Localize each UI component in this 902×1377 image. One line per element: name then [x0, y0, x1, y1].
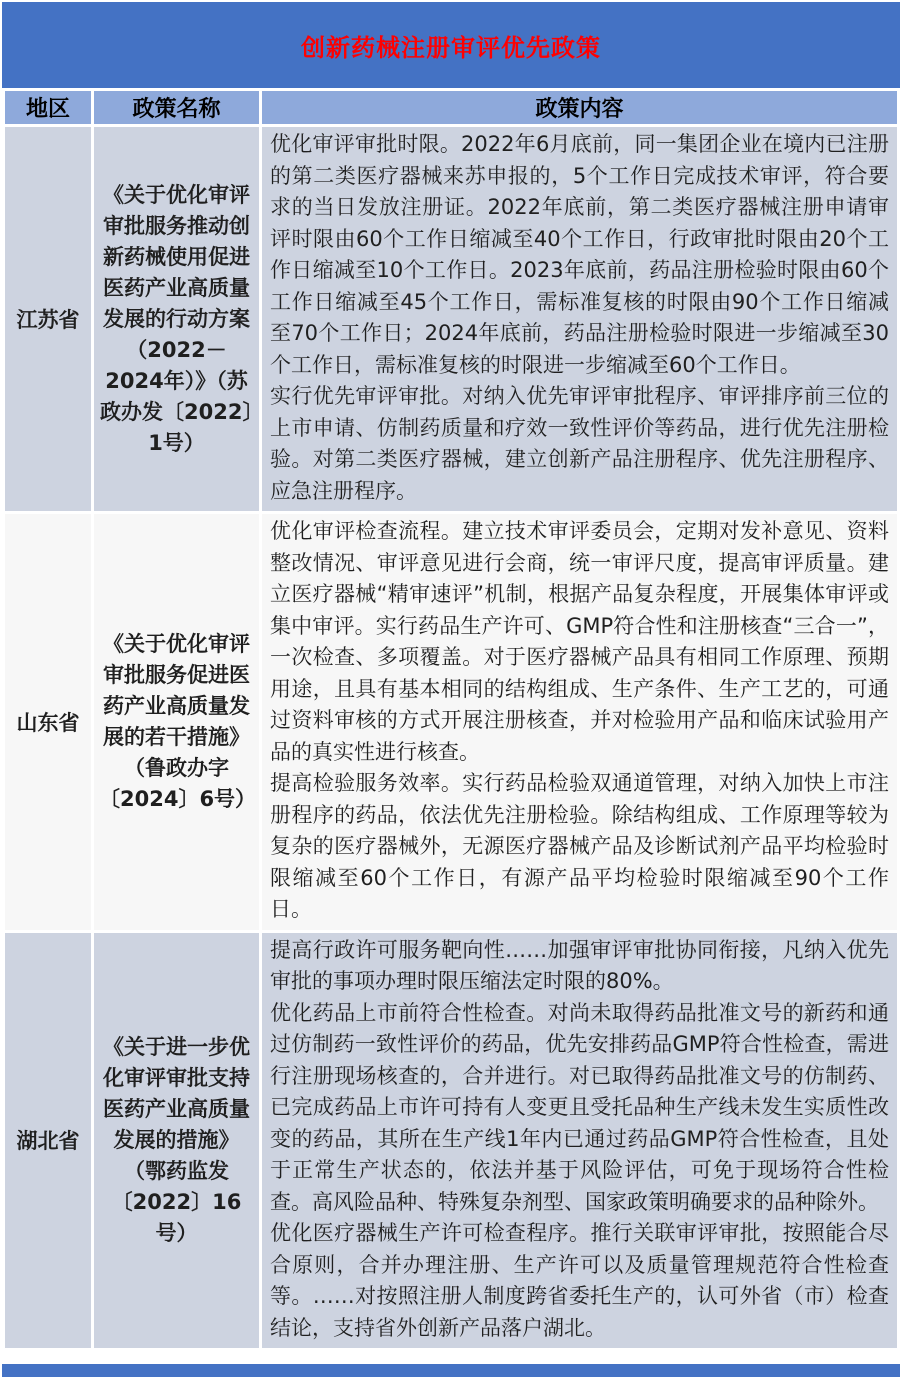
- region-cell: 湖北省: [5, 933, 91, 1349]
- policy-paragraph: 实行优先审评审批。对纳入优先审评审批程序、审评排序前三位的上市申请、仿制药质量和疗效一致性评价等药品，进行优先注册检验。对第二类医疗器械，建立创新产品注册程序、优先注册程序、应急注册程序。: [270, 384, 889, 503]
- region-cell: 山东省: [5, 514, 91, 930]
- table-row-shandong: [5, 514, 897, 930]
- table-row-hubei: [5, 933, 897, 1349]
- table-row-jiangsu: [5, 127, 897, 511]
- policy-paragraph: 优化审评审批时限。2022年6月底前，同一集团企业在境内已注册的第二类医疗器械来苏申报的，5个工作日完成技术审评，符合要求的当日发放注册证。2022年底前，第二类医疗器械注册申请审评时限由60个工作日缩减至40个工作日，行政审批时限由20个工作日缩减至10个工作日。2023年底前，药品注册检验时限由60个工作日缩减至45个工作日，需标准复核的时限由90个工作日缩减至70个工作日；2024年底前，药品注册检验时限进一步缩减至30个工作日，需标准复核的时限进一步缩减至60个工作日。: [270, 132, 889, 377]
- column-header-region: 地区: [5, 91, 91, 124]
- policy-content-cell: [262, 514, 897, 930]
- column-header-policy-name: 政策名称: [94, 91, 259, 124]
- policy-content-cell: [262, 127, 897, 511]
- policy-name-cell: 《关于优化审评审批服务促进医药产业高质量发展的若干措施》（鲁政办字〔2024〕6号）: [94, 514, 259, 930]
- policy-table: [2, 88, 900, 1351]
- policy-paragraph: 提高检验服务效率。实行药品检验双通道管理，对纳入加快上市注册程序的药品，依法优先注册检验。除结构组成、工作原理等较为复杂的医疗器械外，无源医疗器械产品及诊断试剂产品平均检验时限缩减至60个工作日，有源产品平均检验时限缩减至90个工作日。: [270, 771, 889, 921]
- policy-paragraph: 提高行政许可服务靶向性……加强审评审批协同衔接，凡纳入优先审批的事项办理时限压缩法定时限的80%。: [270, 937, 889, 993]
- column-header-policy-content: 政策内容: [262, 91, 897, 124]
- region-cell: 江苏省: [5, 127, 91, 511]
- policy-content-cell: [262, 933, 897, 1349]
- policy-paragraph: 优化审评检查流程。建立技术审评委员会，定期对发补意见、资料整改情况、审评意见进行会商，统一审评尺度，提高审评质量。建立医疗器械“精审速评”机制，根据产品复杂程度，开展集体审评或集中审评。实行药品生产许可、GMP符合性和注册核查“三合一”，一次检查、多项覆盖。对于医疗器械产品具有相同工作原理、预期用途，且具有基本相同的结构组成、生产条件、生产工艺的，可通过资料审核的方式开展注册核查，并对检验用产品和临床试验用产品的真实性进行核查。: [270, 519, 889, 764]
- policy-paragraph: 优化医疗器械生产许可检查程序。推行关联审评审批，按照能合尽合原则，合并办理注册、生产许可以及质量管理规范符合性检查等。……对按照注册人制度跨省委托生产的，认可外省（市）检查结论，支持省外创新产品落户湖北。: [270, 1221, 889, 1340]
- policy-name-cell: 《关于优化审评审批服务推动创新药械使用促进医药产业高质量发展的行动方案（2022－2024年）》（苏政办发〔2022〕1号）: [94, 127, 259, 511]
- policy-name-cell: 《关于进一步优化审评审批支持医药产业高质量发展的措施》（鄂药监发〔2022〕16号）: [94, 933, 259, 1349]
- page-title: 创新药械注册审评优先政策: [301, 33, 601, 62]
- header-row: [5, 91, 897, 124]
- title-banner: [2, 2, 900, 88]
- bottom-bar: [2, 1364, 900, 1377]
- policy-paragraph: 优化药品上市前符合性检查。对尚未取得药品批准文号的新药和通过仿制药一致性评价的药品，优先安排药品GMP符合性检查，需进行注册现场核查的，合并进行。对已取得药品批准文号的仿制药、已完成药品上市许可持有人变更且受托品种生产线未发生实质性改变的药品，其所在生产线1年内已通过药品GMP符合性检查，且处于正常生产状态的，依法并基于风险评估，可免于现场符合性检查。高风险品种、特殊复杂剂型、国家政策明确要求的品种除外。: [270, 1000, 889, 1214]
